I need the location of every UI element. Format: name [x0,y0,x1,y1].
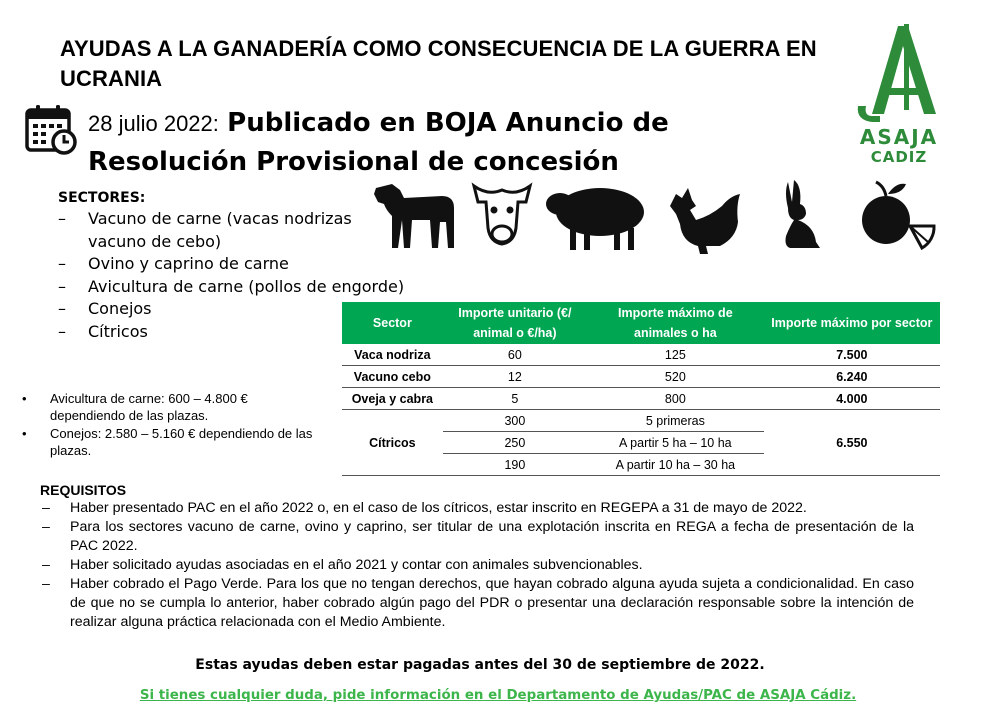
sector-item: – Vacuno de carne (vacas nodrizas vacuno de cebo) [58,209,352,251]
contact-link[interactable]: Si tienes cualquier duda, pide información en el Departamento de Ayudas/PAC de ASAJA Cádiz. [139,688,857,703]
headline [88,104,808,181]
table-row: Oveja y cabra 5 800 4.000 [342,388,940,410]
column-header: Importe máximo por sector [764,302,940,344]
calendar-icon [24,102,78,156]
asaja-logo [854,22,944,166]
column-header: Importe máximo de animales o ha [587,302,764,344]
headline-date: 28 julio 2022: [88,111,219,136]
orange-icon [862,182,934,248]
sectors-heading: SECTORES: [58,190,146,206]
page-title: AYUDAS A LA GANADERÍA COMO CONSECUENCIA DE LA GUERRA EN UCRANIA [60,36,817,91]
table-row: 250 A partir 5 ha – 10 ha [342,432,940,454]
logo-line1: ASAJA [859,125,939,149]
sector-item: – Ovino y caprino de carne [58,254,289,273]
side-note: • Conejos: 2.580 – 5.160 € dependiendo de las plazas. [22,426,313,458]
logo-line2: CADIZ [870,148,928,166]
table-row: Cítricos 300 5 primeras 6.550 [342,410,940,432]
sector-item: – Conejos [58,299,152,318]
table-row: Vacuno cebo 12 520 6.240 [342,366,940,388]
column-header: Sector [342,302,443,344]
headline-text: Publicado en BOJA Anuncio de Resolución Provisional de concesión [88,108,669,177]
deadline-note: Estas ayudas deben estar pagadas antes del 30 de septiembre de 2022. [195,657,765,673]
requirements-heading: REQUISITOS [40,482,127,498]
side-note: • Avicultura de carne: 600 – 4.800 € dependiendo de las plazas. [22,391,248,423]
table-row: Vaca nodriza 60 125 7.500 [342,344,940,366]
requirement-item: – Haber solicitado ayudas asociadas en el año 2021 y contar con animales subvencionables. [42,557,643,573]
calf-icon [374,184,454,248]
sheep-icon [546,188,644,250]
sector-item: – Avicultura de carne (pollos de engorde) [58,276,405,296]
requirement-item: – Haber cobrado el Pago Verde. Para los que no tengan derechos, que hayan cobrado alguna ayuda sujeta a condicionalidad. En caso de que no se cumpla lo anterior, haber cobrado algún pago del PDR o presentar una declaración responsable sobre la intención de realizar alguna práctica relacionada con el Medio Ambiente. [42,576,914,630]
side-notes [22,391,322,461]
rooster-icon [670,188,740,254]
table-row: 190 A partir 10 ha – 30 ha [342,454,940,476]
requirements-section [40,482,914,632]
sector-item: – Cítricos [58,321,148,341]
table-header-row [342,302,940,344]
sector-icons [370,176,950,256]
requirement-item: – Para los sectores vacuno de carne, ovino y caprino, ser titular de una explotación inscrita en REGA a fecha de presentación de la PAC 2022. [42,519,914,554]
requirements-list [40,499,914,632]
column-header: Importe unitario (€/ animal o €/ha) [443,302,587,344]
rabbit-icon [786,180,821,248]
requirement-item: – Haber presentado PAC en el año 2022 o, en el caso de los cítricos, estar inscrito en REGEPA a 31 de mayo de 2022. [42,500,807,516]
cow-face-icon [474,186,530,244]
aid-table [342,302,940,476]
